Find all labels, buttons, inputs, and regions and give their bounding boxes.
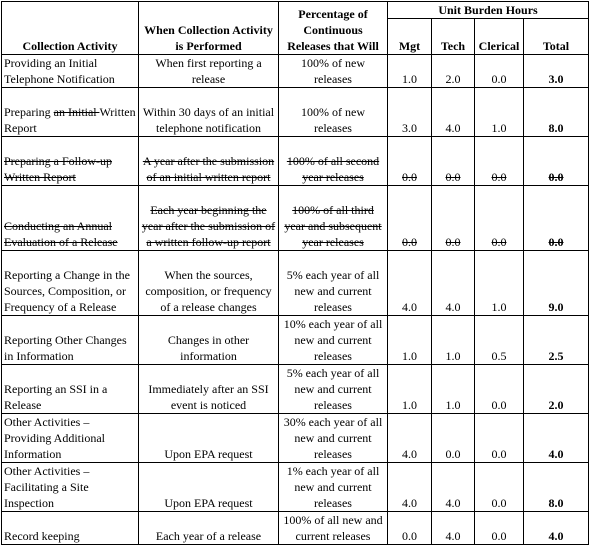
clerical-cell: 0.0 [475, 186, 524, 251]
table-row [2, 251, 589, 316]
percentage-cell: 5% each year of all new and current releases [279, 365, 388, 414]
table-row [2, 463, 589, 512]
tech-cell: 4.0 [432, 512, 475, 545]
activity-cell: Reporting an SSI in a Release [2, 365, 139, 414]
total-cell: 0.0 [524, 186, 589, 251]
activity-cell [2, 88, 139, 137]
clerical-cell: 0.0 [475, 365, 524, 414]
struck-text: an Initial [53, 105, 100, 119]
clerical-cell: 0.0 [475, 137, 524, 186]
total-cell: 8.0 [524, 88, 589, 137]
when-cell: Upon EPA request [139, 414, 279, 463]
percentage-cell: 100% of new releases [279, 55, 388, 88]
header-row-1 [2, 2, 589, 19]
percentage-cell: 100% of all third year and subsequent year releases [279, 186, 388, 251]
activity-cell: Reporting Other Changes in Information [2, 316, 139, 365]
tech-cell: 2.0 [432, 55, 475, 88]
percentage-cell: 100% of new releases [279, 88, 388, 137]
clerical-cell: 0.0 [475, 55, 524, 88]
header-clerical: Clerical [475, 19, 524, 55]
activity-cell: Other Activities – Providing Additional Information [2, 414, 139, 463]
table-row [2, 512, 589, 545]
clerical-cell: 0.5 [475, 316, 524, 365]
header-when-performed: When Collection Activity is Performed [139, 2, 279, 55]
tech-cell: 4.0 [432, 251, 475, 316]
mgt-cell: 1.0 [388, 316, 432, 365]
header-total: Total [524, 19, 589, 55]
when-cell: When the sources, composition, or frequency of a release changes [139, 251, 279, 316]
total-cell: 3.0 [524, 55, 589, 88]
percentage-cell: 1% each year of all new and current releases [279, 463, 388, 512]
when-cell: Each year beginning the year after the submission of a written follow-up report [139, 186, 279, 251]
mgt-cell: 4.0 [388, 414, 432, 463]
activity-cell: Reporting a Change in the Sources, Composition, or Frequency of a Release [2, 251, 139, 316]
tech-cell: 0.0 [432, 186, 475, 251]
header-tech: Tech [432, 19, 475, 55]
tech-cell: 4.0 [432, 463, 475, 512]
total-cell: 2.5 [524, 316, 589, 365]
header-collection-activity: Collection Activity [2, 2, 139, 55]
when-cell: Immediately after an SSI event is noticed [139, 365, 279, 414]
tech-cell: 1.0 [432, 316, 475, 365]
mgt-cell: 0.0 [388, 512, 432, 545]
when-cell: When first reporting a release [139, 55, 279, 88]
table-row [2, 137, 589, 186]
activity-text: Written Report [4, 105, 136, 135]
clerical-cell: 1.0 [475, 88, 524, 137]
tech-cell: 1.0 [432, 365, 475, 414]
activity-cell: Providing an Initial Telephone Notification [2, 55, 139, 88]
total-cell: 8.0 [524, 463, 589, 512]
table-row [2, 316, 589, 365]
header-unit-burden-hours: Unit Burden Hours [388, 2, 589, 19]
table-row [2, 186, 589, 251]
tech-cell: 0.0 [432, 414, 475, 463]
mgt-cell: 0.0 [388, 186, 432, 251]
percentage-cell: 30% each year of all new and current releases [279, 414, 388, 463]
when-cell: Upon EPA request [139, 463, 279, 512]
mgt-cell: 4.0 [388, 251, 432, 316]
activity-cell: Other Activities – Facilitating a Site Inspection [2, 463, 139, 512]
clerical-cell: 1.0 [475, 251, 524, 316]
clerical-cell: 0.0 [475, 512, 524, 545]
activity-cell: Record keeping [2, 512, 139, 545]
total-cell: 4.0 [524, 414, 589, 463]
when-cell: Within 30 days of an initial telephone notification [139, 88, 279, 137]
when-cell: A year after the submission of an initial written report [139, 137, 279, 186]
percentage-cell: 100% of all second year releases [279, 137, 388, 186]
percentage-cell: 5% each year of all new and current releases [279, 251, 388, 316]
percentage-cell: 10% each year of all new and current releases [279, 316, 388, 365]
mgt-cell: 4.0 [388, 463, 432, 512]
tech-cell: 4.0 [432, 88, 475, 137]
table-row [2, 88, 589, 137]
activity-cell: Preparing a Follow-up Written Report [2, 137, 139, 186]
total-cell: 9.0 [524, 251, 589, 316]
table-row [2, 55, 589, 88]
activity-cell: Conducting an Annual Evaluation of a Release [2, 186, 139, 251]
table-row [2, 365, 589, 414]
total-cell: 0.0 [524, 137, 589, 186]
mgt-cell: 1.0 [388, 55, 432, 88]
total-cell: 4.0 [524, 512, 589, 545]
activity-text: Preparing [4, 105, 54, 119]
clerical-cell: 0.0 [475, 463, 524, 512]
table-row [2, 414, 589, 463]
mgt-cell: 1.0 [388, 365, 432, 414]
header-percentage: Percentage of Continuous Releases that Will [279, 2, 388, 55]
tech-cell: 0.0 [432, 137, 475, 186]
mgt-cell: 0.0 [388, 137, 432, 186]
percentage-cell: 100% of all new and current releases [279, 512, 388, 545]
when-cell: Changes in other information [139, 316, 279, 365]
burden-hours-table [1, 1, 589, 545]
when-cell: Each year of a release [139, 512, 279, 545]
header-mgt: Mgt [388, 19, 432, 55]
mgt-cell: 3.0 [388, 88, 432, 137]
clerical-cell: 0.0 [475, 414, 524, 463]
total-cell: 2.0 [524, 365, 589, 414]
